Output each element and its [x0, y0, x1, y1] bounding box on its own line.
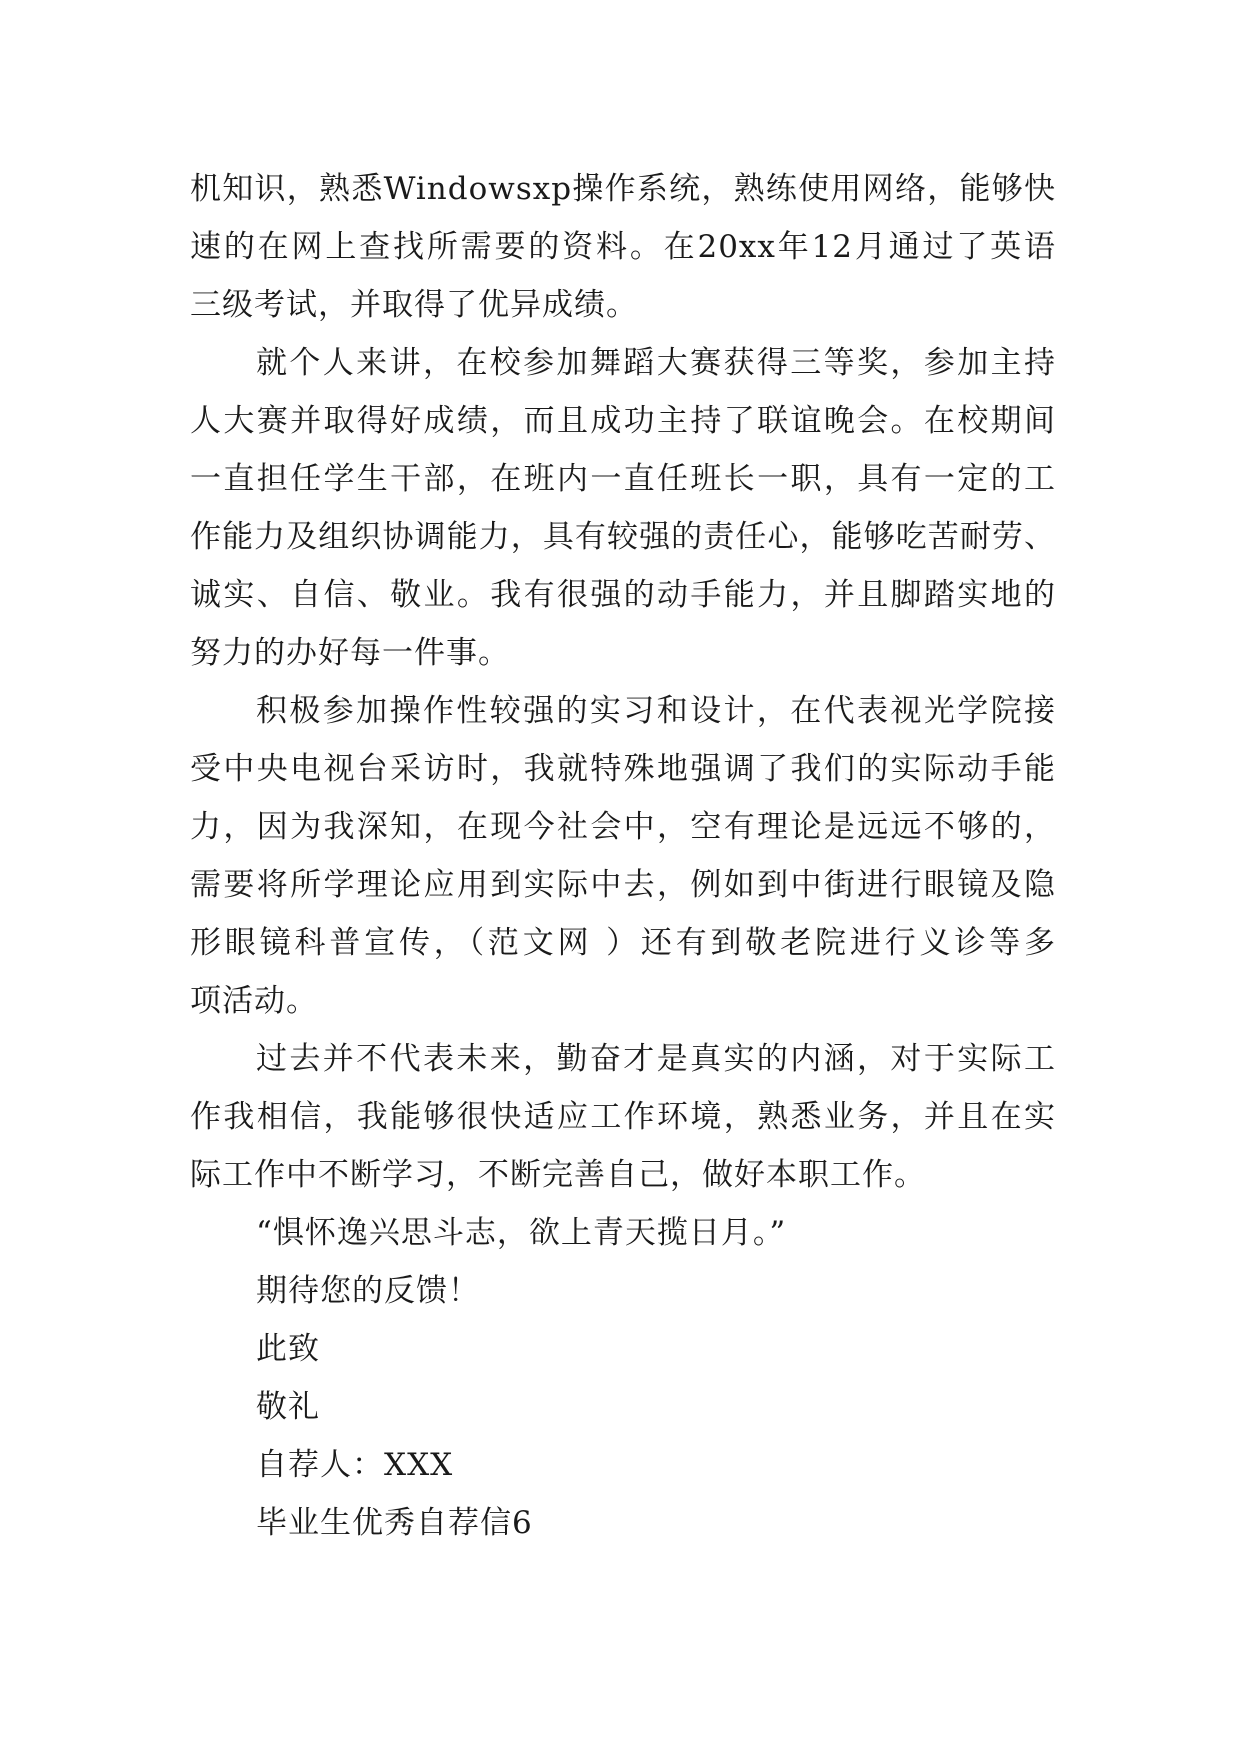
text-line: 诚实、自信、敬业。我有很强的动手能力，并且脚踏实地的 — [190, 577, 1056, 613]
salutation-line: 此致 — [256, 1331, 320, 1367]
text-line: 努力的办好每一件事。 — [190, 635, 510, 671]
signature-line: 自荐人：XXX — [256, 1447, 454, 1483]
paragraph-start-line: 过去并不代表未来，勤奋才是真实的内涵，对于实际工 — [256, 1041, 1056, 1077]
section-heading: 毕业生优秀自荐信6 — [256, 1505, 533, 1541]
closing-line: 期待您的反馈！ — [256, 1273, 480, 1309]
text-line: 作能力及组织协调能力，具有较强的责任心，能够吃苦耐劳、 — [190, 519, 1056, 555]
text-line: 需要将所学理论应用到实际中去，例如到中街进行眼镜及隐 — [190, 867, 1056, 903]
text-line: 际工作中不断学习，不断完善自己，做好本职工作。 — [190, 1157, 926, 1193]
letter-body — [190, 160, 1056, 1552]
text-line: 作我相信，我能够很快适应工作环境，熟悉业务，并且在实 — [190, 1099, 1056, 1135]
text-line: 速的在网上查找所需要的资料。在20xx年12月通过了英语 — [190, 229, 1056, 265]
text-line: 力，因为我深知，在现今社会中，空有理论是远远不够的， — [190, 809, 1056, 845]
text-line: 项活动。 — [190, 983, 318, 1019]
text-line: 受中央电视台采访时，我就特殊地强调了我们的实际动手能 — [190, 751, 1056, 787]
text-line: 三级考试，并取得了优异成绩。 — [190, 287, 638, 323]
paragraph-start-line: 积极参加操作性较强的实习和设计，在代表视光学院接 — [256, 693, 1056, 729]
quote-line: “惧怀逸兴思斗志，欲上青天揽日月。” — [256, 1215, 787, 1251]
text-line: 人大赛并取得好成绩，而且成功主持了联谊晚会。在校期间 — [190, 403, 1056, 439]
text-line: 形眼镜科普宣传，（范文网 ）还有到敬老院进行义诊等多 — [190, 925, 1056, 961]
text-line: 机知识，熟悉Windowsxp操作系统，熟练使用网络，能够快 — [190, 171, 1056, 207]
salutation-line: 敬礼 — [256, 1389, 320, 1425]
text-line: 一直担任学生干部，在班内一直任班长一职，具有一定的工 — [190, 461, 1056, 497]
paragraph-start-line: 就个人来讲，在校参加舞蹈大赛获得三等奖，参加主持 — [256, 345, 1056, 381]
